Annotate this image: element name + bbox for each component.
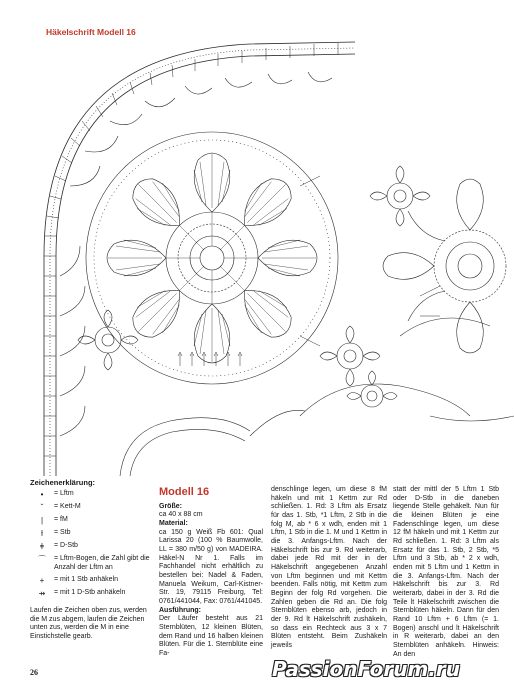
- legend-label: = fM: [54, 516, 68, 524]
- legend-symbol: ƚ: [41, 529, 43, 539]
- watermark-logo: PassionForum.ru: [272, 657, 461, 681]
- symbol-legend: [30, 478, 158, 642]
- legend-item: [30, 589, 158, 599]
- article-column-1: [159, 486, 263, 659]
- legend-item: [30, 542, 158, 552]
- legend-label: = mit 1 D-Stb anhäkeln: [54, 588, 126, 596]
- page-header-title: Häkelschrift Modell 16: [46, 27, 136, 37]
- legend-label: = Stb: [54, 529, 71, 537]
- legend-item: [30, 555, 158, 573]
- legend-item: [30, 490, 158, 500]
- crochet-chart-diagram: [0, 36, 514, 476]
- section-heading: Größe:: [159, 502, 182, 510]
- legend-note: Laufen die Zeichen oben zus, werden die M zus abgem, laufen die Zeichen unten zus, werden die M in eine Einstichstelle gearb.: [30, 606, 147, 641]
- page-number: 26: [30, 668, 38, 677]
- model-title: Modell 16: [159, 486, 210, 498]
- legend-label: = Lftm-Bogen, die Zahl gibt die Anzahl der Lftm an: [54, 555, 150, 572]
- material-section: [159, 520, 263, 607]
- legend-label: = Lftm: [54, 490, 74, 498]
- legend-symbol: ⇸: [38, 588, 46, 598]
- legend-title: Zeichenerklärung:: [30, 478, 96, 487]
- legend-symbol: •: [40, 490, 44, 500]
- section-text: ca 150 g Weiß Fb 601: Qual Larissa 20 (100 % Baumwolle, LL = 380 m/50 g) von MADEIRA. Häkel-N Nr 1. Falls im Fachhandel nicht erhältlich zu bestellen bei: Nadel & Faden, Manuela Weikum, Carl-Kistner-Str. 19, 79115 Freiburg, Tel: 0761/441044, Fax: 0761/441045.: [159, 528, 263, 606]
- legend-item: [30, 516, 158, 526]
- section-text: ca 40 x 88 cm: [159, 511, 203, 519]
- legend-symbol: |: [40, 516, 44, 526]
- legend-label: = D-Stb: [54, 542, 78, 550]
- size-section: [159, 503, 263, 520]
- legend-item: [30, 503, 158, 513]
- legend-label: = mit 1 Stb anhäkeln: [54, 575, 119, 583]
- article-column-3: statt der mittl der 5 Lftm 1 Stb oder D-Stb in die daneben liegende Stelle gehäkelt. Nun für die kleinen Blüten je eine Fadenschlinge legen, um diese 12 fM häkeln und mit 1 Kettm zur Rd schließen. 1. Rd: 3 Lftm als Ersatz für das 1. Stb, 2 Stb, *5 Lftm und 3 Stb, ab * 2 x wdh, enden mit 5 Lftm und 1 Kettm in die 3. Anfangs-Lftm. Nach der Häkelschrift bis zur 3. Rd weiterarb, dabei in der 3. Rd die Teile lt Häkelschrift zwischen die Sternblüten häkeln. Dann für den Rand 10 Lftm + 6 Lftm (= 1. Bogen) anschl und lt Häkelschrift in R weiterarb, dabei an den Sternblüten anhäkeln. Hinweis: An den: [393, 486, 499, 658]
- legend-symbol: ˇ: [40, 503, 44, 513]
- legend-symbol: ǂ: [39, 542, 45, 552]
- section-heading: Ausführung:: [159, 606, 201, 614]
- section-text: Der Läufer besteht aus 21 Sternblüten, 12 kleinen Blüten, dem Rand und 16 halben kleinen Blüten. Für die 1. Sternblüte eine Fa-: [159, 615, 263, 658]
- legend-symbol: ⌒: [38, 555, 46, 565]
- legend-item: [30, 529, 158, 539]
- section-heading: Material:: [159, 519, 188, 527]
- legend-label: = Kett-M: [54, 503, 81, 511]
- article-column-2: denschlinge legen, um diese 8 fM häkeln und mit 1 Kettm zur Rd schließen. 1. Rd: 3 Lftm als Ersatz für das 1. Stb, *1 Lftm, 2 Stb in die folg M, ab * 6 x wdh, enden mit 1 Lftm, 1 Stb in die 1. M und 1 Kettm in die 3. Anfangs-Lftm. Nach der Häkelschrift bis zur 9. Rd weiterarb, dabei jede Rd mit der in der Häkelschrift angegebenen Anzahl von Lftm beginnen und mit Kettm beenden. Falls nötig, mit Kettm zum Beginn der folg Rd vorgehen. Die Zahlen geben die Rd an. Die folg Sternblüten ebenso arb, jedoch in der 9. Rd lt Häkelschrift zushäkeln, so dass ein Rechteck aus 3 x 7 Blüten entsteht. Beim Zushäkeln jeweils: [271, 486, 387, 650]
- legend-symbol: +: [39, 575, 45, 585]
- instructions-section: [159, 607, 263, 659]
- legend-item: [30, 576, 158, 586]
